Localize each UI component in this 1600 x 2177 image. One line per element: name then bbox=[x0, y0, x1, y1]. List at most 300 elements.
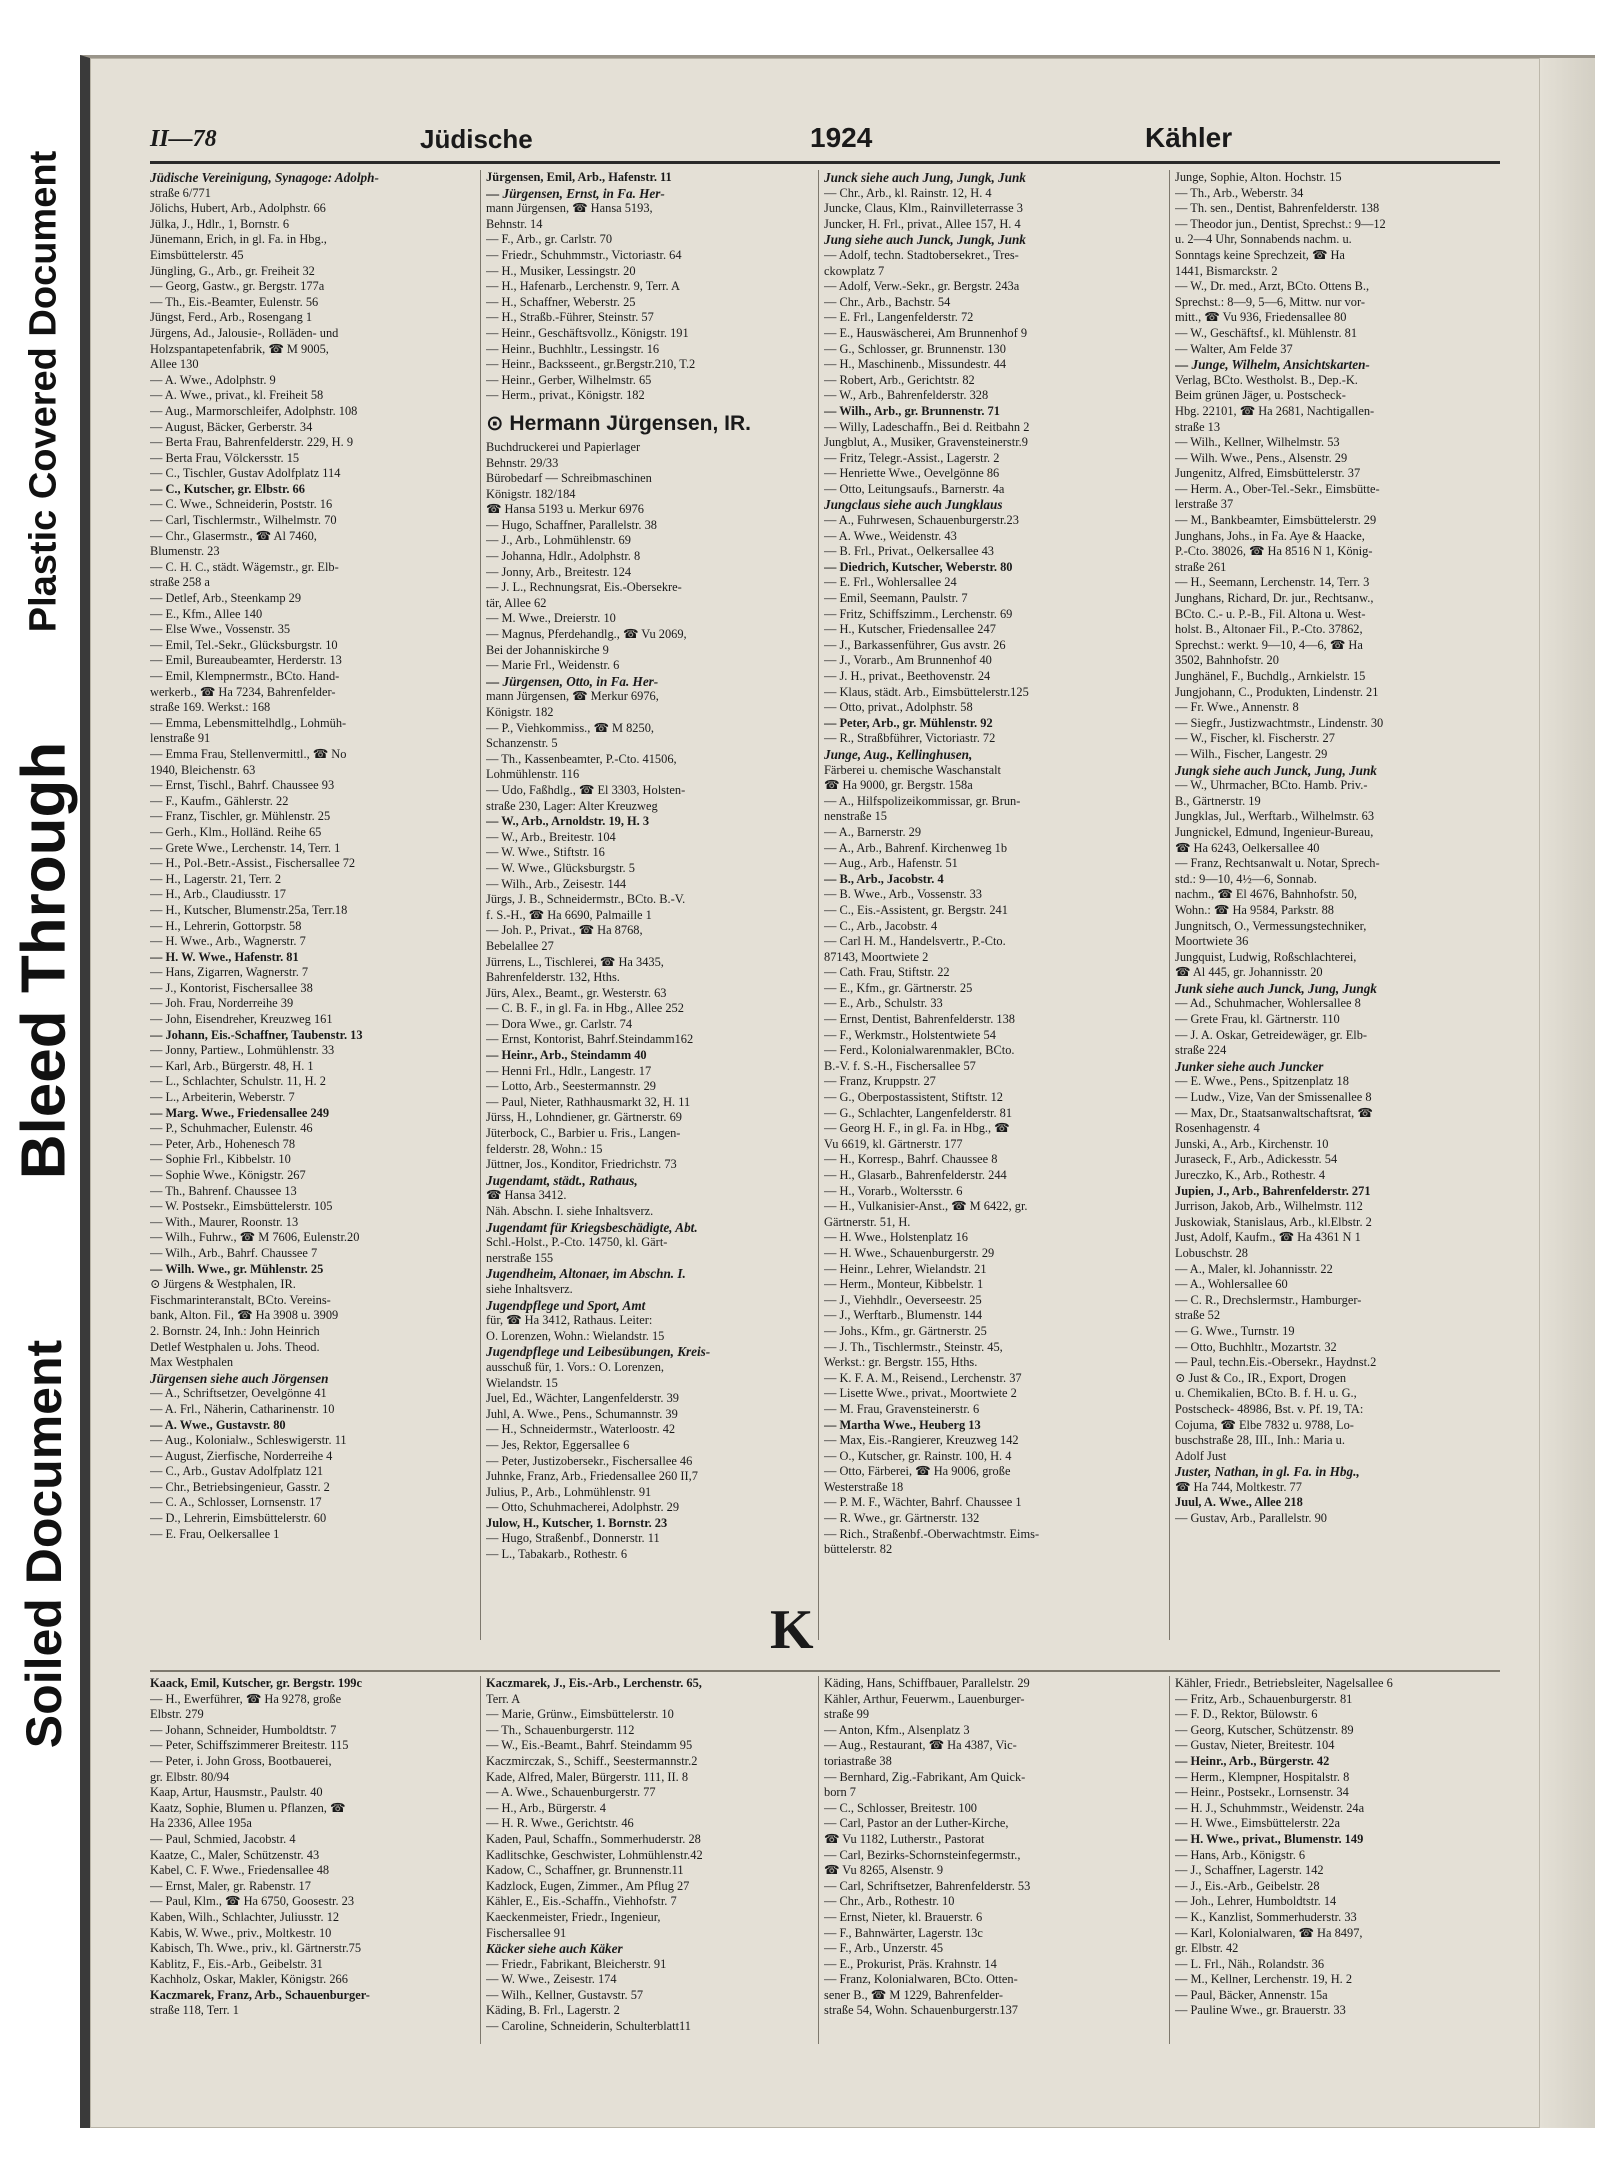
directory-entry: — H., Arb., Bürgerstr. 4 bbox=[486, 1800, 606, 1815]
directory-entry: Junghans, Johs., in Fa. Aye & Haacke, bbox=[1175, 528, 1365, 543]
directory-entry: — Johanna, Hdlr., Adolphstr. 8 bbox=[486, 549, 641, 564]
directory-entry: Jürgs, J. B., Schneidermstr., BCto. B.-V. bbox=[486, 892, 686, 907]
directory-entry: Juel, Ed., Wächter, Langenfelderstr. 39 bbox=[486, 1391, 679, 1406]
directory-entry: felderstr. 28, Wohn.: 15 bbox=[486, 1141, 603, 1156]
directory-entry: Schl.-Holst., P.-Cto. 14750, kl. Gärt- bbox=[486, 1235, 668, 1250]
directory-entry: — Franz, Tischler, gr. Mühlenstr. 25 bbox=[150, 809, 331, 824]
directory-entry: — Heinr., Lehrer, Wielandstr. 21 bbox=[824, 1261, 987, 1276]
column-divider bbox=[1169, 170, 1170, 1640]
directory-entry: — Ernst, Maler, gr. Rabenstr. 17 bbox=[150, 1878, 311, 1893]
directory-entry: ckowplatz 7 bbox=[824, 263, 885, 278]
k-column-1 bbox=[150, 1676, 475, 2046]
directory-entry: — Walter, Am Felde 37 bbox=[1175, 341, 1293, 356]
directory-entry: Juhl, A. Wwe., Pens., Schumannstr. 39 bbox=[486, 1406, 678, 1421]
directory-entry: — Otto, privat., Adolphstr. 58 bbox=[824, 700, 973, 715]
directory-entry: Kachholz, Oskar, Makler, Königstr. 266 bbox=[150, 1972, 348, 1987]
directory-entry: Jüdische Vereinigung, Synagoge: Adolph- bbox=[150, 170, 379, 185]
directory-entry: Junghänel, F., Buchdlg., Arnkielstr. 15 bbox=[1175, 669, 1366, 683]
directory-entry: — Wilh., Arb., gr. Brunnenstr. 71 bbox=[824, 403, 1000, 418]
directory-entry: Junge, Aug., Kellinghusen, bbox=[824, 746, 973, 762]
directory-entry: — G. Wwe., Turnstr. 19 bbox=[1175, 1323, 1295, 1338]
directory-entry: — C. A., Schlosser, Lornsenstr. 17 bbox=[150, 1495, 322, 1510]
directory-entry: Jüngling, G., Arb., gr. Freiheit 32 bbox=[150, 263, 315, 278]
directory-entry: straße 169. Werkst.: 168 bbox=[150, 700, 271, 715]
directory-entry: Holzspantapetenfabrik, ☎ M 9005, bbox=[150, 341, 329, 356]
directory-entry: — A. Wwe., Weidenstr. 43 bbox=[824, 528, 957, 543]
directory-entry: — C., Tischler, Gustav Adolfplatz 114 bbox=[150, 466, 341, 481]
directory-entry: Kadow, C., Schaffner, gr. Brunnenstr.11 bbox=[486, 1863, 684, 1878]
directory-entry: — Joh. P., Privat., ☎ Ha 8768, bbox=[486, 923, 643, 938]
directory-entry: — F., Bahnwärter, Lagerstr. 13c bbox=[824, 1925, 983, 1940]
directory-entry: Kaeckenmeister, Friedr., Ingenieur, bbox=[486, 1909, 661, 1924]
directory-entry: — W., Geschäftsf., kl. Mühlenstr. 81 bbox=[1175, 325, 1358, 340]
directory-entry: — Chr., Arb., kl. Rainstr. 12, H. 4 bbox=[824, 185, 992, 200]
directory-entry: — J., Kontorist, Fischersallee 38 bbox=[150, 980, 313, 995]
directory-entry: — Martha Wwe., Heuberg 13 bbox=[824, 1417, 981, 1432]
directory-entry: Junk siehe auch Junck, Jung, Jungk bbox=[1175, 980, 1377, 996]
directory-entry: — Franz, Kolonialwaren, BCto. Otten- bbox=[824, 1972, 1018, 1987]
directory-entry: — W., Fischer, kl. Fischerstr. 27 bbox=[1175, 731, 1335, 746]
directory-entry: — Junge, Wilhelm, Ansichtskarten- bbox=[1175, 357, 1370, 373]
directory-entry: toriastraße 38 bbox=[824, 1753, 892, 1768]
directory-entry: Jungquist, Ludwig, Roßschlachterei, bbox=[1175, 949, 1357, 964]
directory-entry: — A., Barnerstr. 29 bbox=[824, 824, 922, 839]
directory-entry: — Th., Bahrenf. Chaussee 13 bbox=[150, 1183, 297, 1198]
directory-entry: — Johann, Eis.-Schaffner, Taubenstr. 13 bbox=[150, 1027, 363, 1042]
directory-entry: straße 54, Wohn. Schauenburgerstr.137 bbox=[824, 2003, 1019, 2018]
directory-entry: Gärtnerstr. 51, H. bbox=[824, 1214, 911, 1229]
directory-entry: — Friedr., Schuhmmstr., Victoriastr. 64 bbox=[486, 247, 682, 262]
directory-entry: Behnstr. 14 bbox=[486, 216, 543, 231]
directory-entry: Färberei u. chemische Waschanstalt bbox=[824, 762, 1001, 777]
directory-entry: — B. Wwe., Arb., Vossenstr. 33 bbox=[824, 887, 982, 902]
directory-entry: — Fritz, Schiffszimm., Lerchenstr. 69 bbox=[824, 606, 1013, 621]
directory-entry: — A., Maler, kl. Johannisstr. 22 bbox=[1175, 1261, 1333, 1276]
directory-entry: — W. Wwe., Glücksburgstr. 5 bbox=[486, 860, 635, 875]
directory-entry: Juskowiak, Stanislaus, Arb., kl.Elbstr. 2 bbox=[1175, 1214, 1372, 1229]
directory-entry: Jürs, Alex., Beamt., gr. Westerstr. 63 bbox=[486, 985, 667, 1000]
directory-entry: — Otto, Buchhltr., Mozartstr. 32 bbox=[1175, 1339, 1337, 1354]
directory-entry: — C. R., Drechslermstr., Hamburger- bbox=[1175, 1292, 1362, 1307]
directory-entry: — H. Wwe., Schauenburgerstr. 29 bbox=[824, 1245, 995, 1260]
directory-entry: — E., Kfm., Allee 140 bbox=[150, 606, 263, 621]
directory-entry: — C., Schlosser, Breitestr. 100 bbox=[824, 1800, 978, 1815]
directory-entry: Kabis, W. Wwe., priv., Moltkestr. 10 bbox=[150, 1925, 332, 1940]
directory-entry: — H. R. Wwe., Gerichtstr. 46 bbox=[486, 1816, 634, 1831]
directory-entry: — L., Tabakarb., Rothestr. 6 bbox=[486, 1547, 628, 1562]
year: 1924 bbox=[810, 122, 873, 153]
directory-entry: — B. Frl., Privat., Oelkersallee 43 bbox=[824, 544, 994, 559]
directory-entry: — H., Vulkanisier-Anst., ☎ M 6422, gr. bbox=[824, 1199, 1028, 1214]
column-1 bbox=[150, 170, 475, 1645]
directory-entry: Kaap, Artur, Hausmstr., Paulstr. 40 bbox=[150, 1785, 323, 1800]
directory-entry: — E., Kfm., gr. Gärtnerstr. 25 bbox=[824, 980, 973, 995]
directory-entry: ☎ Ha 9000, gr. Bergstr. 158a bbox=[824, 778, 973, 793]
directory-entry: Jungnickel, Edmund, Ingenieur-Bureau, bbox=[1175, 824, 1374, 839]
directory-entry: Hbg. 22101, ☎ Ha 2681, Nachtigallen- bbox=[1175, 403, 1375, 418]
directory-entry: siehe Inhaltsverz. bbox=[486, 1281, 573, 1296]
directory-entry: Jürgensen siehe auch Jörgensen bbox=[150, 1370, 329, 1386]
directory-entry: Julow, H., Kutscher, 1. Bornstr. 23 bbox=[486, 1515, 668, 1530]
directory-entry: — Ludw., Vize, Van der Smissenallee 8 bbox=[1175, 1090, 1372, 1105]
directory-entry: Jungklas, Jul., Werftarb., Wilhelmstr. 63 bbox=[1175, 809, 1375, 824]
directory-entry: Kabisch, Th. Wwe., priv., kl. Gärtnerstr.75 bbox=[150, 1941, 362, 1956]
directory-entry: — Sophie Wwe., Königstr. 267 bbox=[150, 1168, 306, 1182]
directory-entry: — A., Fuhrwesen, Schauenburgerstr.23 bbox=[824, 513, 1019, 528]
directory-entry: — Heinr., Arb., Bürgerstr. 42 bbox=[1175, 1753, 1330, 1768]
directory-entry: — P. M. F., Wächter, Bahrf. Chaussee 1 bbox=[824, 1495, 1022, 1510]
directory-entry: Fischersallee 91 bbox=[486, 1925, 567, 1940]
directory-entry: — Hans, Zigarren, Wagnerstr. 7 bbox=[150, 965, 309, 980]
directory-entry: Blumenstr. 23 bbox=[150, 544, 220, 559]
directory-entry: Schanzenstr. 5 bbox=[486, 736, 558, 751]
directory-entry: f. S.-H., ☎ Ha 6690, Palmaille 1 bbox=[486, 907, 652, 922]
directory-entry: — Georg, Kutscher, Schützenstr. 89 bbox=[1175, 1722, 1354, 1737]
directory-entry: — W., Arb., Bahrenfelderstr. 328 bbox=[824, 388, 989, 403]
directory-entry: — Chr., Glasermstr., ☎ Al 7460, bbox=[150, 528, 317, 543]
directory-entry: — Wilh. Wwe., gr. Mühlenstr. 25 bbox=[150, 1261, 324, 1276]
directory-entry: — H., Musiker, Lessingstr. 20 bbox=[486, 263, 636, 278]
directory-entry: Jüttner, Jos., Konditor, Friedrichstr. 73 bbox=[486, 1157, 677, 1172]
directory-entry: 1940, Bleichenstr. 63 bbox=[150, 762, 256, 777]
directory-entry: — Theodor jun., Dentist, Sprechst.: 9—12 bbox=[1175, 216, 1386, 231]
directory-entry: Bahrenfelderstr. 132, Hths. bbox=[486, 970, 620, 985]
directory-entry: Jölichs, Hubert, Arb., Adolphstr. 66 bbox=[150, 201, 326, 216]
directory-entry: bank, Alton. Fil., ☎ Ha 3908 u. 3909 bbox=[150, 1308, 339, 1323]
directory-entry: — Sophie Frl., Kibbelstr. 10 bbox=[150, 1152, 291, 1167]
directory-entry: — M., Bankbeamter, Eimsbüttelerstr. 29 bbox=[1175, 513, 1377, 528]
directory-entry: — Emil, Bureaubeamter, Herderstr. 13 bbox=[150, 653, 342, 668]
directory-entry: mitt., ☎ Vu 936, Friedensallee 80 bbox=[1175, 310, 1347, 325]
directory-entry: — Marg. Wwe., Friedensallee 249 bbox=[150, 1105, 330, 1120]
directory-entry: Bebelallee 27 bbox=[486, 938, 554, 953]
directory-entry: — Marie, Grünw., Eimsbüttelerstr. 10 bbox=[486, 1707, 674, 1722]
directory-entry: — E. Frau, Oelkersallee 1 bbox=[150, 1526, 280, 1541]
directory-entry: — A. Wwe., Adolphstr. 9 bbox=[150, 372, 276, 387]
directory-entry: Allee 130 bbox=[150, 357, 199, 372]
directory-entry: Buchdruckerei und Papierlager bbox=[486, 439, 641, 454]
section-title: Jüdische bbox=[420, 124, 533, 154]
directory-entry: — Chr., Betriebsingenieur, Gasstr. 2 bbox=[150, 1479, 330, 1494]
directory-entry: — C., Arb., Jacobstr. 4 bbox=[824, 918, 938, 933]
directory-entry: — Fr. Wwe., Annenstr. 8 bbox=[1175, 700, 1299, 715]
directory-entry: büttelerstr. 82 bbox=[824, 1542, 893, 1557]
directory-entry: mann Jürgensen, ☎ Merkur 6976, bbox=[486, 689, 659, 704]
directory-entry: — J., Viehhdlr., Oeverseestr. 25 bbox=[824, 1292, 982, 1307]
column-divider bbox=[480, 1676, 481, 2044]
directory-entry: — Jürgensen, Ernst, in Fa. Her- bbox=[486, 185, 665, 201]
directory-entry: — H. Wwe., privat., Blumenstr. 149 bbox=[1175, 1831, 1364, 1846]
directory-entry: — Franz, Kruppstr. 27 bbox=[824, 1074, 936, 1089]
directory-entry: — Klaus, städt. Arb., Eimsbüttelerstr.125 bbox=[824, 684, 1029, 699]
directory-entry: — Paul, Nieter, Rathhausmarkt 32, H. 11 bbox=[486, 1094, 691, 1109]
directory-entry: straße 258 a bbox=[150, 575, 210, 590]
directory-entry: Behnstr. 29/33 bbox=[486, 455, 559, 470]
directory-entry: ☎ Ha 6243, Oelkersallee 40 bbox=[1175, 840, 1320, 855]
label-bleed-through: Bleed Through bbox=[9, 741, 79, 1180]
directory-entry: — H., Arb., Claudiusstr. 17 bbox=[150, 887, 286, 902]
directory-entry: Juster, Nathan, in gl. Fa. in Hbg., bbox=[1175, 1464, 1360, 1480]
directory-entry: 3502, Bahnhofstr. 20 bbox=[1175, 653, 1279, 668]
directory-entry: O. Lorenzen, Wohn.: Wielandstr. 15 bbox=[486, 1328, 665, 1343]
directory-entry: — Heinr., Arb., Steindamm 40 bbox=[486, 1048, 647, 1063]
directory-entry: Jüterbock, C., Barbier u. Fris., Langen- bbox=[486, 1126, 681, 1141]
column-divider bbox=[480, 170, 481, 1640]
directory-entry: — E. Wwe., Pens., Spitzenplatz 18 bbox=[1175, 1074, 1349, 1089]
directory-entry: — Berta Frau, Bahrenfelderstr. 229, H. 9 bbox=[150, 435, 354, 450]
directory-entry: — Detlef, Arb., Steenkamp 29 bbox=[150, 591, 302, 606]
directory-entry: ausschuß für, 1. Vors.: O. Lorenzen, bbox=[486, 1359, 664, 1374]
directory-entry: — Robert, Arb., Gerichtstr. 82 bbox=[824, 372, 975, 387]
directory-entry: — H., Schaffner, Weberstr. 25 bbox=[486, 294, 636, 309]
directory-entry: — Th. sen., Dentist, Bahrenfelderstr. 138 bbox=[1175, 201, 1380, 216]
directory-entry: — Ernst, Dentist, Bahrenfelderstr. 138 bbox=[824, 1012, 1015, 1027]
directory-entry: Bürobedarf — Schreibmaschinen bbox=[486, 471, 652, 486]
directory-entry: Kaczmarek, J., Eis.-Arb., Lerchenstr. 65, bbox=[486, 1676, 702, 1690]
directory-entry: Jürss, H., Lohndiener, gr. Gärtnerstr. 69 bbox=[486, 1110, 682, 1125]
directory-entry: — O., Kutscher, gr. Rainstr. 100, H. 4 bbox=[824, 1448, 1012, 1463]
directory-entry: — Max, Dr., Staatsanwaltschaftsrat, ☎ bbox=[1175, 1105, 1373, 1120]
column-4 bbox=[1175, 170, 1500, 1645]
directory-entry: — H., Kutscher, Friedensallee 247 bbox=[824, 622, 996, 637]
directory-entry: — W. Wwe., Stiftstr. 16 bbox=[486, 845, 605, 860]
directory-entry: Kaczmirczak, S., Schiff., Seestermannstr.2 bbox=[486, 1753, 698, 1768]
directory-entry: straße 6/771 bbox=[150, 185, 211, 200]
directory-entry: — C. B. F., in gl. Fa. in Hbg., Allee 252 bbox=[486, 1001, 684, 1016]
directory-entry: — Karl, Kolonialwaren, ☎ Ha 8497, bbox=[1175, 1925, 1363, 1940]
directory-entry: — H., Seemann, Lerchenstr. 14, Terr. 3 bbox=[1175, 575, 1370, 590]
directory-entry: — Johs., Kfm., gr. Gärtnerstr. 25 bbox=[824, 1323, 987, 1338]
directory-entry: — Otto, Schuhmacherei, Adolphstr. 29 bbox=[486, 1500, 680, 1515]
directory-entry: Junski, A., Arb., Kirchenstr. 10 bbox=[1175, 1136, 1329, 1151]
directory-entry: Kaack, Emil, Kutscher, gr. Bergstr. 199c bbox=[150, 1676, 363, 1690]
directory-entry: — H., Schneidermstr., Waterloostr. 42 bbox=[486, 1422, 676, 1437]
directory-entry: — Chr., Arb., Bachstr. 54 bbox=[824, 294, 951, 309]
directory-entry: buschstraße 28, III., Inh.: Maria u. bbox=[1175, 1433, 1345, 1448]
directory-entry: — Herm. A., Ober-Tel.-Sekr., Eimsbütte- bbox=[1175, 481, 1380, 496]
directory-entry: Lobuschstr. 28 bbox=[1175, 1245, 1248, 1260]
directory-entry: lerstraße 37 bbox=[1175, 497, 1234, 512]
label-soiled-document: Soiled Document bbox=[16, 1339, 72, 1749]
directory-entry: — Magnus, Pferdehandlg., ☎ Vu 2069, bbox=[486, 627, 687, 642]
directory-entry: — Joh. Frau, Norderreihe 39 bbox=[150, 996, 294, 1011]
directory-entry: — Aug., Arb., Hafenstr. 51 bbox=[824, 856, 958, 871]
directory-entry: — H., Maschinenb., Missundestr. 44 bbox=[824, 357, 1007, 372]
directory-entry: straße 230, Lager: Alter Kreuzweg bbox=[486, 798, 658, 813]
directory-entry: 1441, Bismarckstr. 2 bbox=[1175, 263, 1278, 278]
directory-entry: straße 99 bbox=[824, 1707, 870, 1722]
directory-entry: Lohmühlenstr. 116 bbox=[486, 767, 580, 782]
directory-entry: holst. B., Altonaer Fil., P.-Cto. 37862, bbox=[1175, 622, 1363, 637]
directory-entry: — A., Hilfspolizeikommissar, gr. Brun- bbox=[824, 793, 1021, 808]
directory-entry: — W., Arb., Breitestr. 104 bbox=[486, 829, 616, 844]
directory-entry: — Anton, Kfm., Alsenplatz 3 bbox=[824, 1722, 970, 1737]
directory-entry: werkerb., ☎ Ha 7234, Bahrenfelder- bbox=[150, 684, 336, 699]
directory-entry: — H., Kutscher, Blumenstr.25a, Terr.18 bbox=[150, 902, 348, 917]
directory-entry: — K. F. A. M., Reisend., Lerchenstr. 37 bbox=[824, 1370, 1022, 1385]
directory-entry: — W., Dr. med., Arzt, BCto. Ottens B., bbox=[1175, 279, 1370, 294]
directory-entry: — Joh., Lehrer, Humboldtstr. 14 bbox=[1175, 1894, 1337, 1909]
directory-entry: Max Westphalen bbox=[150, 1355, 234, 1370]
directory-entry: — Ernst, Nieter, kl. Brauerstr. 6 bbox=[824, 1909, 983, 1924]
directory-entry: — A., Schriftsetzer, Oevelgönne 41 bbox=[150, 1386, 327, 1401]
directory-entry: — Lisette Wwe., privat., Moortwiete 2 bbox=[824, 1386, 1017, 1401]
directory-entry: — E. Frl., Wohlersallee 24 bbox=[824, 575, 957, 590]
directory-entry: — Henriette Wwe., Oevelgönne 86 bbox=[824, 466, 1000, 481]
directory-entry: — Otto, Leitungsaufs., Barnerstr. 4a bbox=[824, 481, 1005, 496]
directory-entry: Juncker, H. Frl., privat., Allee 157, H. 4 bbox=[824, 216, 1021, 231]
directory-entry: u. Chemikalien, BCto. B. f. H. u. G., bbox=[1175, 1386, 1357, 1401]
directory-entry: Vu 6619, kl. Gärtnerstr. 177 bbox=[824, 1136, 963, 1151]
directory-entry: — Carl, Schriftsetzer, Bahrenfelderstr. 53 bbox=[824, 1878, 1031, 1893]
directory-entry: Jünemann, Erich, in gl. Fa. in Hbg., bbox=[150, 232, 327, 247]
directory-entry: ☎ Hansa 3412. bbox=[486, 1188, 567, 1203]
directory-entry: Kähler, Friedr., Betriebsleiter, Nagelsallee 6 bbox=[1175, 1676, 1393, 1690]
column-divider bbox=[1169, 1676, 1170, 2044]
directory-entry: Juhnke, Franz, Arb., Friedensallee 260 II,7 bbox=[486, 1469, 698, 1484]
directory-entry: — M., Kellner, Lerchenstr. 19, H. 2 bbox=[1175, 1972, 1353, 1987]
directory-entry: — Else Wwe., Vossenstr. 35 bbox=[150, 622, 291, 637]
directory-entry: — H., Hafenarb., Lerchenstr. 9, Terr. A bbox=[486, 279, 680, 294]
directory-entry: Kähler, Arthur, Feuerwm., Lauenburger- bbox=[824, 1691, 1025, 1706]
directory-entry: Königstr. 182 bbox=[486, 705, 554, 719]
directory-entry: — A., Wohlersallee 60 bbox=[1175, 1277, 1288, 1292]
directory-entry: B., Gärtnerstr. 19 bbox=[1175, 793, 1261, 808]
directory-entry: — Emil, Seemann, Paulstr. 7 bbox=[824, 591, 968, 606]
directory-entry: — August, Zierfische, Norderreihe 4 bbox=[150, 1448, 333, 1463]
column-divider bbox=[818, 170, 819, 1640]
directory-entry: — Henni Frl., Hdlr., Langestr. 17 bbox=[486, 1063, 652, 1078]
directory-entry: std.: 9—10, 4½—6, Sonnab. bbox=[1175, 871, 1317, 886]
directory-entry: — J. L., Rechnungsrat, Eis.-Obersekre- bbox=[486, 580, 682, 595]
directory-entry: Jülka, J., Hdlr., 1, Bornstr. 6 bbox=[150, 216, 290, 231]
directory-entry: BCto. C.- u. P.-B., Fil. Altona u. West- bbox=[1175, 606, 1366, 621]
directory-entry: — H., Vorarb., Woltersstr. 6 bbox=[824, 1183, 963, 1198]
directory-entry: nerstraße 155 bbox=[486, 1250, 554, 1265]
directory-entry: ⊙ Just & Co., IR., Export, Drogen bbox=[1175, 1370, 1347, 1385]
directory-entry: Königstr. 182/184 bbox=[486, 486, 576, 501]
directory-entry: — L. Frl., Näh., Rolandstr. 36 bbox=[1175, 1956, 1325, 1971]
directory-entry: — B., Arb., Jacobstr. 4 bbox=[824, 871, 944, 886]
directory-entry: ☎ Ha 744, Moltkestr. 77 bbox=[1175, 1479, 1302, 1494]
directory-entry: nachm., ☎ El 4676, Bahnhofstr. 50, bbox=[1175, 887, 1357, 902]
directory-entry: — Heinr., Backsseent., gr.Bergstr.210, T.2 bbox=[486, 357, 696, 372]
directory-entry: — J. H., privat., Beethovenstr. 24 bbox=[824, 669, 991, 683]
directory-entry: — Siegfr., Justizwachtmstr., Lindenstr. 30 bbox=[1175, 715, 1384, 730]
directory-entry: Kaczmarek, Franz, Arb., Schauenburger- bbox=[150, 1987, 370, 2002]
directory-entry: — Hugo, Schaffner, Parallelstr. 38 bbox=[486, 517, 657, 532]
directory-entry: Postscheck- 48986, Bst. v. Pf. 19, TA: bbox=[1175, 1401, 1364, 1416]
directory-entry: Käcker siehe auch Käker bbox=[486, 1941, 623, 1957]
directory-entry: Jupien, J., Arb., Bahrenfelderstr. 271 bbox=[1175, 1183, 1371, 1198]
directory-entry: Jungclaus siehe auch Jungklaus bbox=[824, 497, 1003, 513]
directory-entry: — Heinr., Geschäftsvollz., Königstr. 191 bbox=[486, 325, 689, 340]
directory-entry: — Friedr., Fabrikant, Bleicherstr. 91 bbox=[486, 1956, 667, 1971]
directory-entry: Bei der Johanniskirche 9 bbox=[486, 642, 609, 657]
directory-entry: — C., Arb., Gustav Adolfplatz 121 bbox=[150, 1464, 324, 1479]
directory-entry: Beim grünen Jäger, u. Postscheck- bbox=[1175, 388, 1346, 403]
directory-entry: Adolf Just bbox=[1175, 1448, 1227, 1463]
directory-entry: — Carl, Bezirks-Schornsteinfegermstr., bbox=[824, 1847, 1021, 1862]
directory-entry: Kabel, C. F. Wwe., Friedensallee 48 bbox=[150, 1863, 330, 1878]
directory-entry: — Heinr., Buchhltr., Lessingstr. 16 bbox=[486, 341, 660, 356]
header-rule bbox=[150, 161, 1500, 164]
directory-entry: Fischmarinteranstalt, BCto. Vereins- bbox=[150, 1292, 331, 1307]
directory-entry: — Herm., privat., Königstr. 182 bbox=[486, 388, 645, 403]
directory-entry: Jugendheim, Altonaer, im Abschn. I. bbox=[486, 1266, 686, 1282]
directory-entry: — Emil, Klempnermstr., BCto. Hand- bbox=[150, 669, 340, 683]
directory-entry: Ha 2336, Allee 195a bbox=[150, 1816, 252, 1831]
page-number: II—78 bbox=[150, 126, 217, 152]
directory-entry: — J., Eis.-Arb., Geibelstr. 28 bbox=[1175, 1878, 1320, 1893]
directory-entry: — C., Eis.-Assistent, gr. Bergstr. 241 bbox=[824, 902, 1008, 917]
directory-entry: Junck siehe auch Jung, Jungk, Junk bbox=[824, 170, 1026, 185]
directory-entry: — Bernhard, Zig.-Fabrikant, Am Quick- bbox=[824, 1769, 1026, 1784]
directory-entry: Jureczko, K., Arb., Rothestr. 4 bbox=[1175, 1168, 1326, 1182]
directory-entry: — Carl H. M., Handelsvertr., P.-Cto. bbox=[824, 934, 1006, 949]
directory-entry: lenstraße 91 bbox=[150, 731, 211, 746]
directory-entry: — G., Oberpostassistent, Stiftstr. 12 bbox=[824, 1090, 1003, 1105]
directory-entry: — Fritz, Telegr.-Assist., Lagerstr. 2 bbox=[824, 450, 1000, 465]
directory-entry: Kadzlock, Eugen, Zimmer., Am Pflug 27 bbox=[486, 1878, 690, 1893]
directory-entry: Kaben, Wilh., Schlachter, Juliusstr. 12 bbox=[150, 1909, 340, 1924]
directory-entry: — Hans, Arb., Königstr. 6 bbox=[1175, 1847, 1306, 1862]
directory-entry: Julius, P., Arb., Lohmühlenstr. 91 bbox=[486, 1484, 652, 1499]
directory-entry: für, ☎ Ha 3412, Rathaus. Leiter: bbox=[486, 1313, 653, 1328]
directory-entry: straße 224 bbox=[1175, 1043, 1227, 1058]
directory-entry: Jugendamt für Kriegsbeschädigte, Abt. bbox=[486, 1219, 698, 1235]
directory-entry: — Udo, Faßhdlg., ☎ El 3303, Holsten- bbox=[486, 782, 686, 797]
directory-entry: — L., Schlachter, Schulstr. 11, H. 2 bbox=[150, 1074, 326, 1089]
directory-entry: — H. Wwe., Holstenplatz 16 bbox=[824, 1230, 968, 1245]
directory-entry: Käding, B. Frl., Lagerstr. 2 bbox=[486, 2003, 620, 2018]
directory-entry: tär, Allee 62 bbox=[486, 595, 547, 610]
directory-entry: — F. D., Rektor, Bülowstr. 6 bbox=[1175, 1707, 1318, 1722]
directory-entry: — Franz, Rechtsanwalt u. Notar, Sprech- bbox=[1175, 856, 1380, 871]
directory-entry: — E. Frl., Langenfelderstr. 72 bbox=[824, 310, 974, 325]
directory-entry: — Wilh., Arb., Zeisestr. 144 bbox=[486, 876, 627, 891]
directory-entry: — Max, Eis.-Rangierer, Kreuzweg 142 bbox=[824, 1433, 1019, 1448]
directory-entry: — Peter, Arb., Hohenesch 78 bbox=[150, 1136, 296, 1151]
page-edge bbox=[1539, 58, 1595, 2128]
directory-entry: born 7 bbox=[824, 1785, 857, 1800]
directory-entry: — Lotto, Arb., Seestermannstr. 29 bbox=[486, 1079, 657, 1094]
directory-entry: Jungnitsch, O., Vermessungstechniker, bbox=[1175, 918, 1367, 933]
directory-entry: Kade, Alfred, Maler, Bürgerstr. 111, II. 8 bbox=[486, 1769, 689, 1784]
directory-entry: — Fritz, Arb., Schauenburgerstr. 81 bbox=[1175, 1691, 1353, 1706]
directory-entry: — Th., Arb., Weberstr. 34 bbox=[1175, 185, 1304, 200]
directory-entry: Eimsbüttelerstr. 45 bbox=[150, 247, 244, 262]
directory-entry: Jungk siehe auch Junck, Jung, Junk bbox=[1175, 762, 1377, 778]
directory-entry: — Grete Wwe., Lerchenstr. 14, Terr. 1 bbox=[150, 840, 341, 855]
directory-entry: — Peter, Arb., gr. Mühlenstr. 92 bbox=[824, 715, 993, 730]
directory-entry: — Ferd., Kolonialwarenmakler, BCto. bbox=[824, 1043, 1015, 1058]
directory-entry: — Cath. Frau, Stiftstr. 22 bbox=[824, 965, 950, 980]
directory-entry: — E., Prokurist, Präs. Krahnstr. 14 bbox=[824, 1956, 997, 1971]
directory-entry: — Gustav, Arb., Parallelstr. 90 bbox=[1175, 1511, 1327, 1526]
directory-entry: — Carl, Pastor an der Luther-Kirche, bbox=[824, 1816, 1009, 1831]
k-section-rule bbox=[150, 1670, 1500, 1672]
directory-entry: straße 118, Terr. 1 bbox=[150, 2003, 239, 2018]
directory-entry: sener B., ☎ M 1229, Bahrenfelder- bbox=[824, 1987, 1003, 2002]
page-header bbox=[150, 118, 1500, 158]
directory-entry: Elbstr. 279 bbox=[150, 1707, 204, 1722]
directory-entry: — H. Wwe., Eimsbüttelerstr. 22a bbox=[1175, 1816, 1340, 1831]
directory-entry: — John, Eisendreher, Kreuzweg 161 bbox=[150, 1012, 333, 1027]
directory-entry: Wielandstr. 15 bbox=[486, 1375, 558, 1390]
directory-entry: ☎ Hansa 5193 u. Merkur 6976 bbox=[486, 502, 644, 517]
directory-entry: — Chr., Arb., Rothestr. 10 bbox=[824, 1894, 955, 1909]
